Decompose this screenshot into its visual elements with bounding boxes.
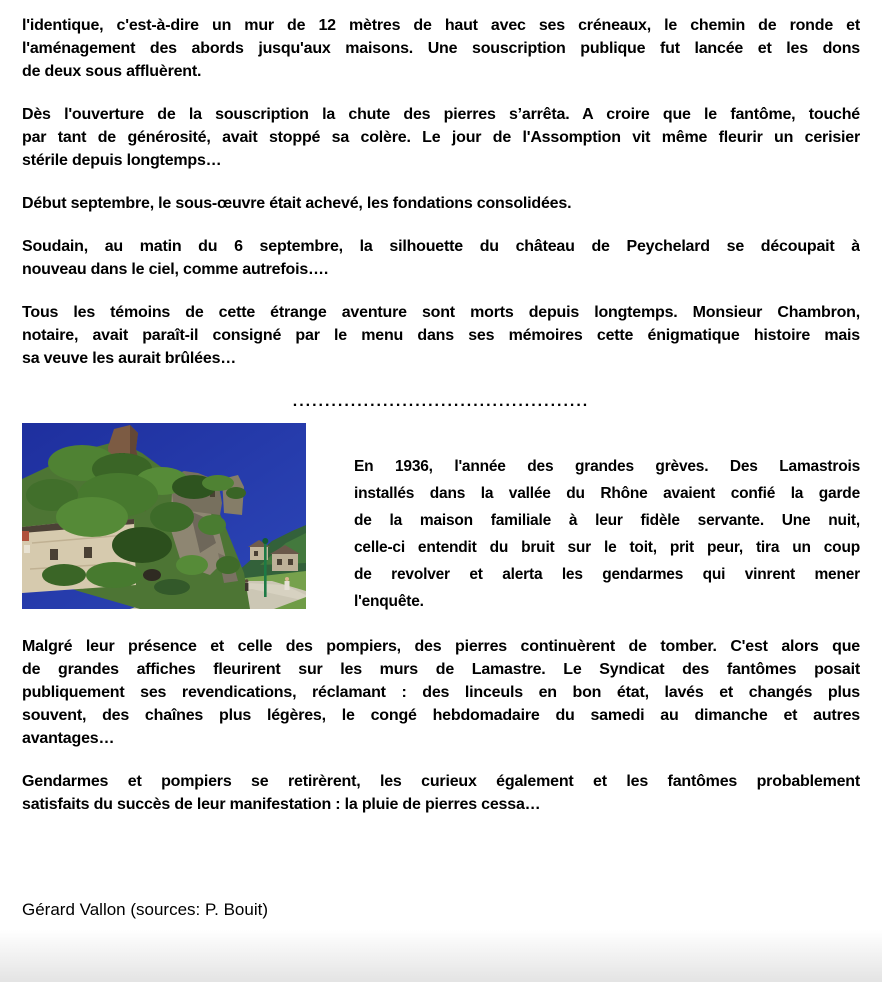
text-line: Soudain, au matin du 6 septembre, la silhouette du château de Peychelard se découpait à	[22, 238, 860, 255]
text-line: stérile depuis longtemps…	[22, 152, 222, 169]
text-line: nouveau dans le ciel, comme autrefois….	[22, 261, 329, 278]
text-line: En 1936, l'année des grandes grèves. Des Lamastrois	[354, 458, 860, 475]
text-line: notaire, avait paraît-il consigné par le menu dans ses mémoires cette énigmatique histoire mais	[22, 327, 860, 344]
wrapped-paragraph	[354, 423, 860, 615]
paragraph	[22, 635, 860, 750]
text-line: l'aménagement des abords jusqu'aux maisons. Une souscription publique fut lancée et les dons	[22, 40, 860, 57]
text-line: l'enquête.	[354, 593, 424, 610]
text-line: de grandes affiches fleurirent sur les murs de Lamastre. Le Syndicat des fantômes posait	[22, 661, 860, 678]
text-line: sa veuve les aurait brûlées…	[22, 350, 237, 367]
paragraph	[22, 192, 860, 215]
text-line: par tant de générosité, avait stoppé sa colère. Le jour de l'Assomption vit même fleurir un cerisier	[22, 129, 860, 146]
text-line: l'identique, c'est-à-dire un mur de 12 mètres de haut avec ses créneaux, le chemin de ronde et	[22, 17, 860, 34]
paragraph	[22, 103, 860, 172]
paragraph	[22, 235, 860, 281]
text-line: de deux sous affluèrent.	[22, 63, 202, 80]
text-line: avantages…	[22, 730, 115, 747]
text-line: souvent, des chaînes plus légères, le congé hebdomadaire du samedi au dimanche et autres	[22, 707, 860, 724]
text-line: Gendarmes et pompiers se retirèrent, les curieux également et les fantômes probablement	[22, 773, 860, 790]
text-line: Tous les témoins de cette étrange aventure sont morts depuis longtemps. Monsieur Chambron,	[22, 304, 860, 321]
text-line: publiquement ses revendications, réclamant : des linceuls en bon état, lavés et changés plus	[22, 684, 860, 701]
text-line: installés dans la vallée du Rhône avaient confié la garde	[354, 485, 860, 502]
paragraph	[22, 770, 860, 816]
text-line: Dès l'ouverture de la souscription la chute des pierres s’arrêta. A croire que le fantôme, touché	[22, 106, 860, 123]
paragraph	[22, 14, 860, 83]
photo-and-text-row	[22, 423, 860, 615]
paragraph	[22, 301, 860, 370]
page-bottom-fade	[0, 930, 882, 982]
text-line: Début septembre, le sous-œuvre était achevé, les fondations consolidées.	[22, 195, 572, 212]
separator-dots: ..............................................	[292, 393, 590, 410]
text-line: de la maison familiale à leur fidèle servante. Une nuit,	[354, 512, 860, 529]
text-line: Malgré leur présence et celle des pompiers, des pierres continuèrent de tomber. C'est alors que	[22, 638, 860, 655]
text-line: celle-ci entendit du bruit sur le toit, prit peur, tira un coup	[354, 539, 860, 556]
text-line: satisfaits du succès de leur manifestation : la pluie de pierres cessa…	[22, 796, 541, 813]
castle-photo	[22, 423, 306, 609]
text-line: de revolver et alerta les gendarmes qui vinrent mener	[354, 566, 860, 583]
byline: Gérard Vallon (sources: P. Bouit)	[22, 900, 268, 919]
